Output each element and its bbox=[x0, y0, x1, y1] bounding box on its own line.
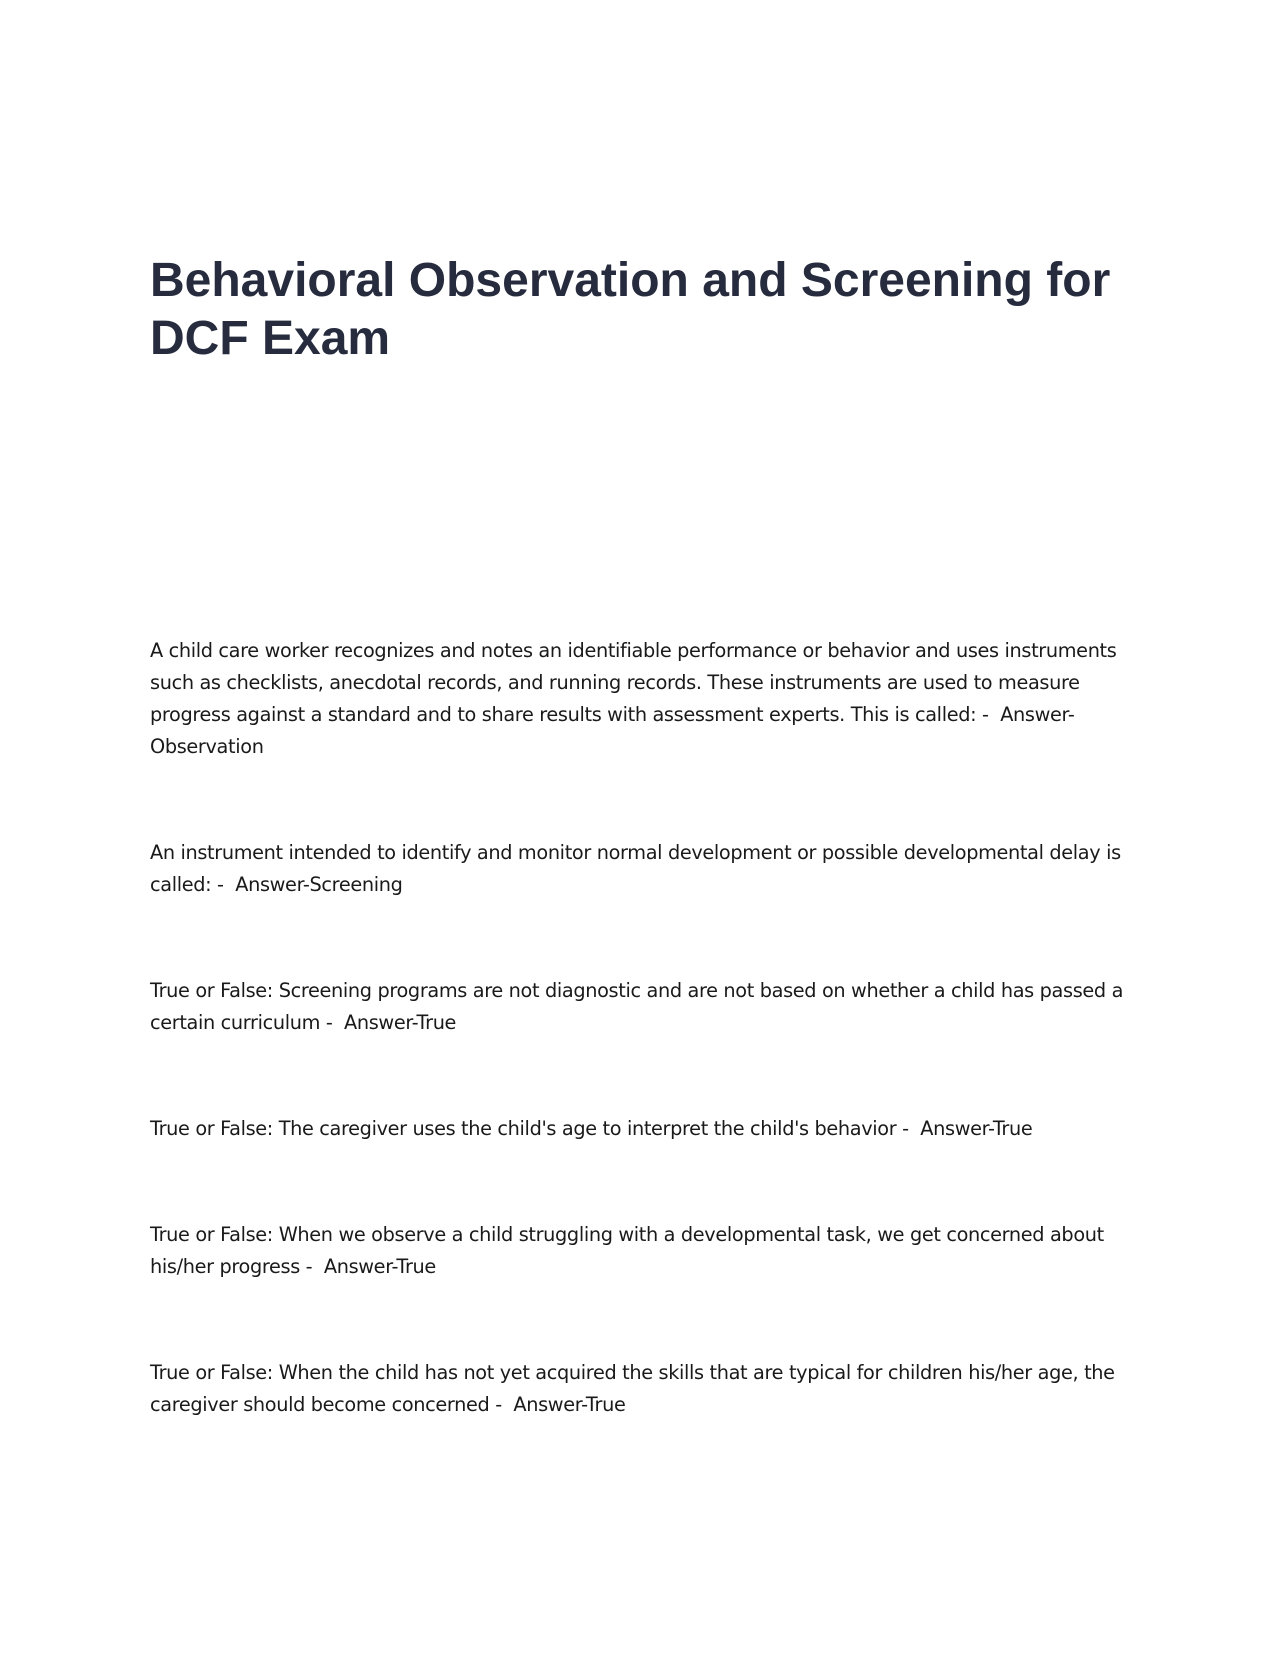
qa-item bbox=[150, 635, 1140, 763]
question-text: True or False: When we observe a child struggling with a developmental task, we get concerned about his/her progress bbox=[150, 1223, 1104, 1278]
question-text: True or False: When the child has not yet acquired the skills that are typical for children his/her age, the caregiver should become concerned bbox=[150, 1361, 1115, 1416]
answer-text: Answer-True bbox=[513, 1393, 626, 1416]
separator: - bbox=[489, 1393, 514, 1416]
question-text: A child care worker recognizes and notes an identifiable performance or behavior and uses instruments such as checklists, anecdotal records, and running records. These instruments are used to measure progress against a standard and to share results with assessment experts. This is called: bbox=[150, 639, 1117, 726]
question-text: True or False: Screening programs are not diagnostic and are not based on whether a child has passed a certain curriculum bbox=[150, 979, 1124, 1034]
answer-text: Answer-True bbox=[920, 1117, 1033, 1140]
page-title: Behavioral Observation and Screening for DCF Exam bbox=[150, 254, 1111, 365]
answer-text: Answer-Screening bbox=[235, 873, 403, 896]
answer-text: Answer-True bbox=[323, 1255, 436, 1278]
question-text: True or False: The caregiver uses the child's age to interpret the child's behavior bbox=[150, 1117, 897, 1140]
qa-list bbox=[150, 635, 1140, 1495]
separator: - bbox=[976, 703, 1001, 726]
qa-item bbox=[150, 1113, 1140, 1145]
qa-item bbox=[150, 837, 1140, 901]
separator: - bbox=[896, 1117, 921, 1140]
separator: - bbox=[299, 1255, 324, 1278]
answer-text: Answer-True bbox=[344, 1011, 457, 1034]
answer-text: Answer-Observation bbox=[150, 703, 1075, 758]
qa-item bbox=[150, 1219, 1140, 1283]
question-text: An instrument intended to identify and monitor normal development or possible developmental delay is called: bbox=[150, 841, 1121, 896]
qa-item bbox=[150, 975, 1140, 1039]
separator: - bbox=[211, 873, 236, 896]
separator: - bbox=[320, 1011, 344, 1034]
qa-item bbox=[150, 1357, 1140, 1421]
